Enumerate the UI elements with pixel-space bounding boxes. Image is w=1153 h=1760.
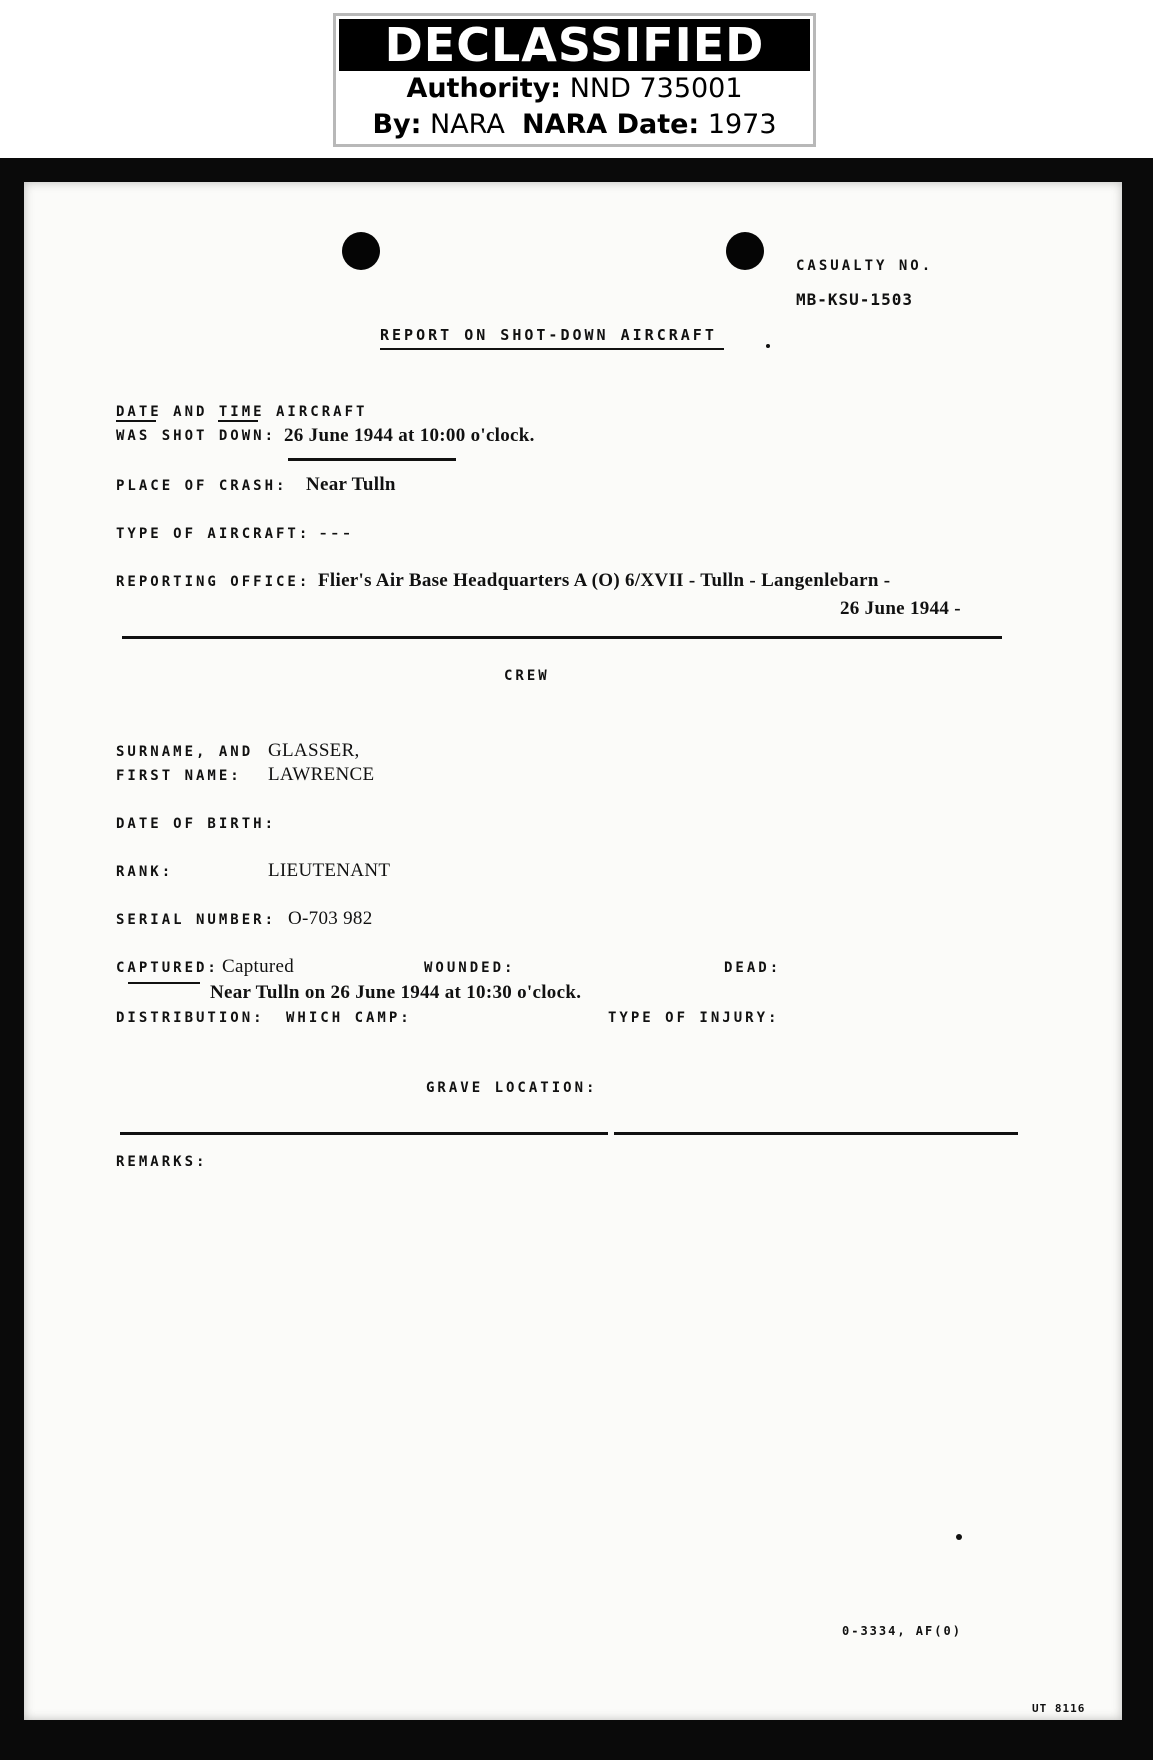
serial-value: O-703 982 xyxy=(288,908,373,929)
section-divider-left xyxy=(120,1132,608,1135)
section-divider-right xyxy=(614,1132,1018,1135)
date-time-label-2: WAS SHOT DOWN: xyxy=(116,428,277,444)
stamp-by-line xyxy=(336,107,813,143)
punch-hole-right xyxy=(726,232,764,270)
dead-label: DEAD: xyxy=(724,960,782,976)
stamp-authority-value: NND 735001 xyxy=(569,73,743,104)
section-divider-top xyxy=(122,636,1002,639)
office-value-date: 26 June 1944 - xyxy=(840,598,961,619)
declassified-stamp xyxy=(333,13,816,147)
first-name-value: LAWRENCE xyxy=(268,764,375,785)
stamp-title: DECLASSIFIED xyxy=(339,19,810,71)
office-value: Flier's Air Base Headquarters A (O) 6/XVII - Tulln - Langenlebarn - xyxy=(318,570,891,591)
stamp-authority-line xyxy=(336,71,813,107)
injury-label: TYPE OF INJURY: xyxy=(608,1010,780,1026)
crew-heading: CREW xyxy=(504,668,550,684)
rank-label: RANK: xyxy=(116,864,174,880)
dob-label: DATE OF BIRTH: xyxy=(116,816,277,832)
date-time-value: 26 June 1944 at 10:00 o'clock. xyxy=(284,425,535,446)
date-time-underline xyxy=(288,458,456,461)
captured-underline xyxy=(128,982,200,984)
form-number: 0-3334, AF(0) xyxy=(842,1624,962,1638)
punch-hole-left xyxy=(342,232,380,270)
stamp-by-value: NARA xyxy=(430,109,505,140)
place-label: PLACE OF CRASH: xyxy=(116,478,288,494)
stamp-authority-label: Authority: xyxy=(406,73,562,104)
surname-label-1: SURNAME, AND xyxy=(116,744,254,760)
type-label: TYPE OF AIRCRAFT: xyxy=(116,526,311,542)
corner-mark: UT 8116 xyxy=(1032,1702,1086,1715)
stamp-by-label: By: xyxy=(372,109,422,140)
time-underline xyxy=(218,420,258,422)
capture-note: Near Tulln on 26 June 1944 at 10:30 o'clock. xyxy=(210,982,582,1003)
grave-label: GRAVE LOCATION: xyxy=(426,1080,598,1096)
rank-value: LIEUTENANT xyxy=(268,860,391,881)
remarks-label: REMARKS: xyxy=(116,1154,208,1170)
wounded-label: WOUNDED: xyxy=(424,960,516,976)
type-value: - - - xyxy=(320,522,350,543)
ink-speck xyxy=(766,344,770,348)
report-title: REPORT ON SHOT-DOWN AIRCRAFT xyxy=(380,326,717,344)
date-underline xyxy=(116,420,156,422)
captured-value: Captured xyxy=(222,956,295,977)
captured-label: CAPTURED: xyxy=(116,960,219,976)
document-page xyxy=(24,182,1122,1720)
stamp-date-label: NARA Date: xyxy=(522,109,700,140)
place-value: Near Tulln xyxy=(306,474,396,495)
report-title-underline xyxy=(380,348,724,350)
serial-label: SERIAL NUMBER: xyxy=(116,912,277,928)
distribution-label: DISTRIBUTION: xyxy=(116,1010,265,1026)
stamp-date-value: 1973 xyxy=(707,109,777,140)
date-time-label-1: DATE AND TIME AIRCRAFT xyxy=(116,404,368,420)
surname-label-2: FIRST NAME: xyxy=(116,768,242,784)
camp-label: WHICH CAMP: xyxy=(286,1010,412,1026)
office-label: REPORTING OFFICE: xyxy=(116,574,311,590)
casualty-label: CASUALTY NO. xyxy=(796,258,934,274)
casualty-number: MB-KSU-1503 xyxy=(796,290,913,309)
surname-value: GLASSER, xyxy=(268,740,360,761)
ink-speck xyxy=(956,1534,962,1540)
